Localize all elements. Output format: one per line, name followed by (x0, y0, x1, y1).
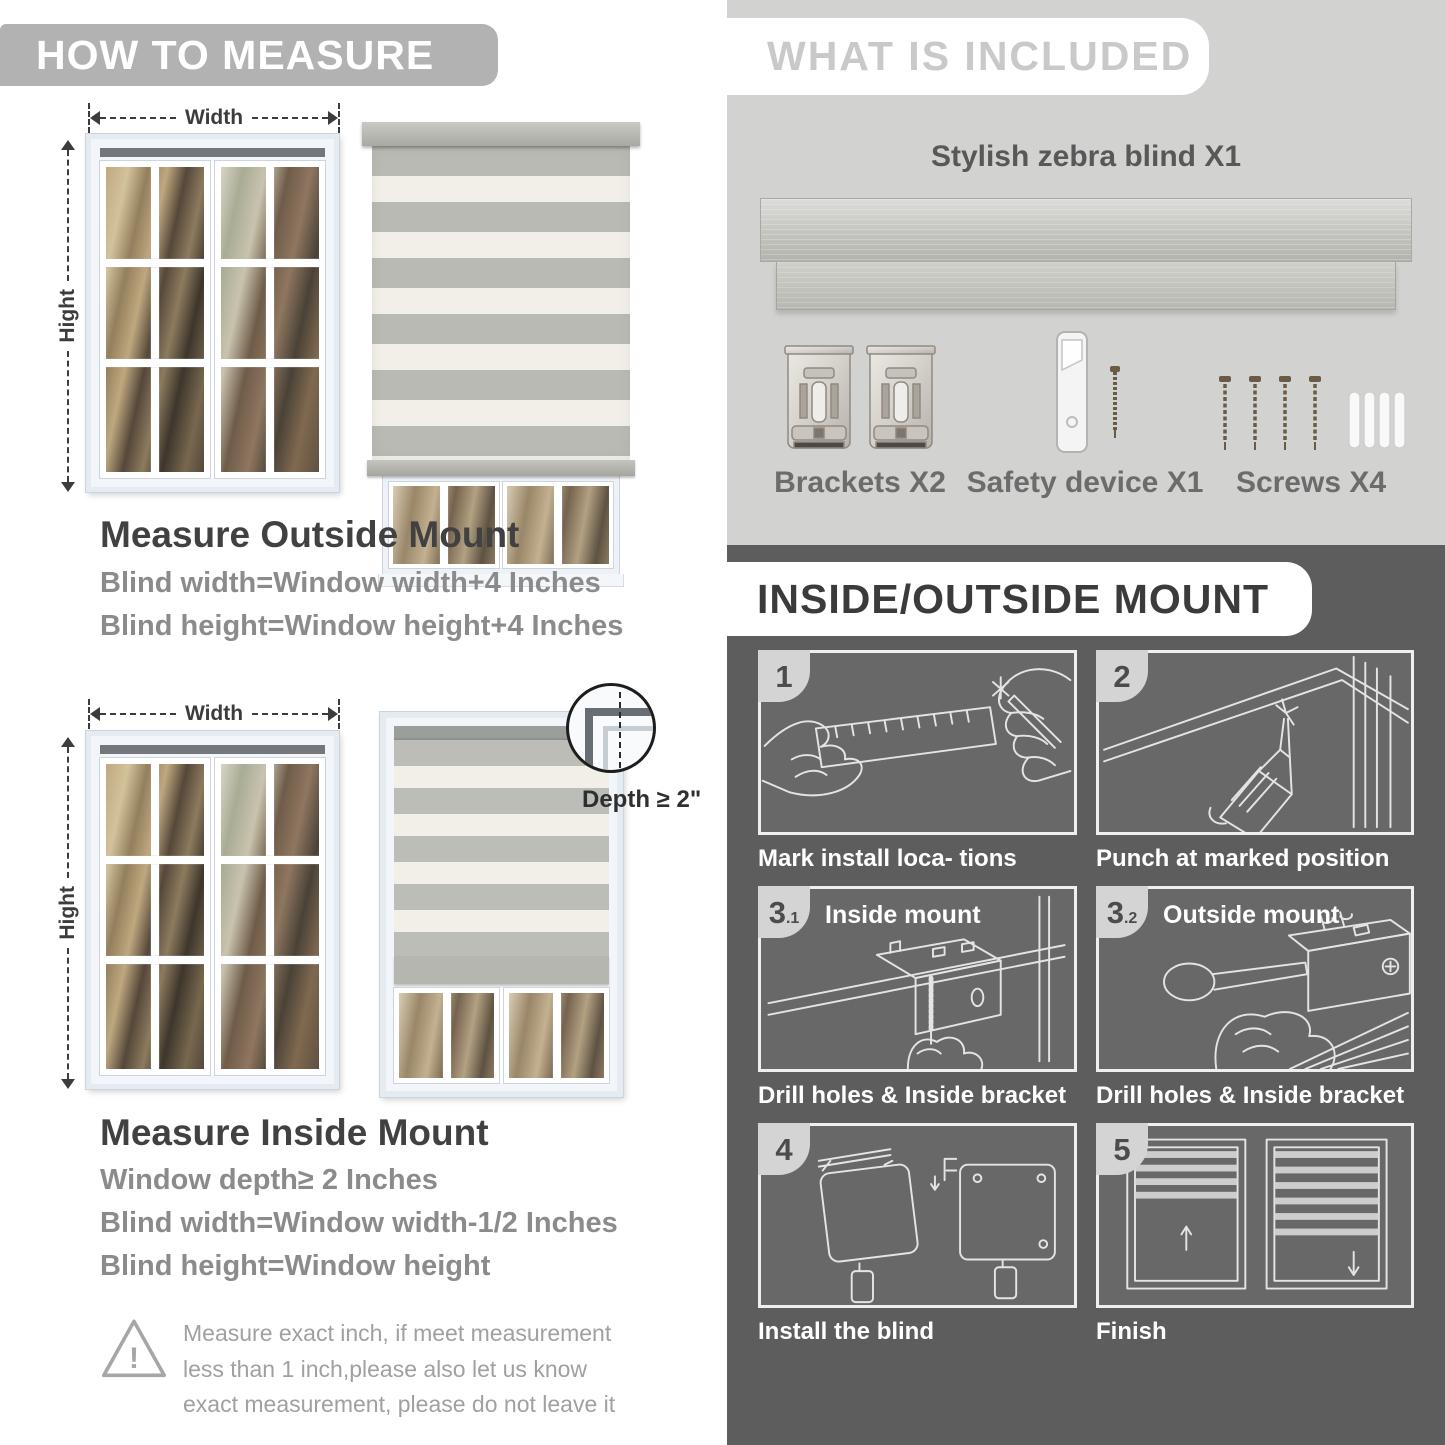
what-is-included-section (727, 0, 1445, 545)
arrow-down-icon (61, 482, 75, 492)
inside-rule-width: Blind width=Window width-1/2 Inches (100, 1207, 618, 1239)
window-sash (215, 161, 325, 478)
step-badge: 4 (758, 1123, 810, 1175)
width-dimension-arrow (88, 106, 340, 130)
mount-guide-section (727, 545, 1445, 1445)
blind-bottom-rail (394, 956, 609, 984)
window-lower-part (394, 988, 609, 1083)
step-punch-position (1096, 650, 1414, 873)
arrow-left-icon (90, 111, 100, 125)
step-caption: Finish (1096, 1318, 1167, 1345)
step-illustration-box (1096, 650, 1414, 835)
width-label: Width (184, 106, 244, 129)
height-dimension-arrow (56, 140, 80, 492)
height-dimension-arrow (56, 737, 80, 1089)
arrow-up-icon (61, 140, 75, 150)
outside-rule-width: Blind width=Window width+4 Inches (100, 567, 601, 599)
step-illustration-box (758, 1123, 1077, 1308)
depth-label: Depth ≥ 2" (582, 786, 702, 813)
zebra-stripes (394, 740, 609, 956)
blind-roll-photo (776, 262, 1396, 310)
dimension-tick (338, 103, 340, 133)
window-sash (100, 161, 210, 478)
step-title: Outside mount (1163, 901, 1340, 929)
step-badge: 5 (1096, 1123, 1148, 1175)
height-label: Hight (56, 886, 79, 940)
brackets-icon (760, 332, 960, 460)
what-is-included-title: WHAT IS INCLUDED (767, 33, 1193, 79)
arrow-up-icon (61, 737, 75, 747)
step-illustration-box (758, 650, 1077, 835)
step-title: Inside mount (825, 901, 981, 929)
screws-icon (1210, 332, 1412, 460)
mount-guide-title: INSIDE/OUTSIDE MOUNT (757, 575, 1270, 622)
outside-mount-title: Measure Outside Mount (100, 514, 520, 555)
step-caption: Install the blind (758, 1318, 935, 1345)
how-to-measure-title: HOW TO MEASURE (36, 31, 435, 78)
brackets-label: Brackets X2 (774, 466, 946, 499)
inside-rule-depth: Window depth≥ 2 Inches (100, 1164, 438, 1196)
window-illustration-inside (86, 731, 339, 1089)
inside-rule-height: Blind height=Window height (100, 1250, 491, 1282)
width-dimension-arrow (88, 702, 340, 726)
what-is-included-header (727, 18, 1209, 95)
step-illustration-box (758, 886, 1077, 1072)
blind-headrail (362, 122, 640, 146)
step-caption: Mark install loca- tions (758, 845, 1017, 872)
arrow-left-icon (90, 707, 100, 721)
step-outside-mount (1096, 886, 1414, 1110)
step-illustration-box (1096, 1123, 1414, 1308)
step-install-blind (758, 1123, 1077, 1346)
step-badge: 2 (1096, 650, 1148, 702)
window-sash (215, 758, 325, 1075)
blind-headrail-photo (760, 198, 1412, 262)
dimension-tick (338, 699, 340, 729)
step-mark-locations (758, 650, 1077, 873)
zebra-stripes (372, 146, 630, 460)
width-label: Width (184, 702, 244, 725)
arrow-down-icon (61, 1079, 75, 1089)
safety-device-icon (960, 332, 1210, 460)
step-caption: Drill holes & Inside bracket (1096, 1082, 1405, 1109)
arrow-right-icon (328, 707, 338, 721)
warning-triangle-icon (98, 1312, 170, 1384)
outside-rule-height: Blind height=Window height+4 Inches (100, 610, 624, 642)
measure-note: Measure exact inch, if meet measurement less than 1 inch,please also let us know exact measurement, please do not leave it (183, 1320, 616, 1418)
depth-magnifier-icon (566, 683, 656, 773)
screws-label: Screws X4 (1235, 466, 1387, 499)
window-sash (100, 758, 210, 1075)
step-badge: 1 (758, 650, 810, 702)
safety-device-label: Safety device X1 (966, 466, 1204, 499)
step-caption: Drill holes & Inside bracket (758, 1082, 1067, 1109)
product-label: Stylish zebra blind X1 (930, 140, 1242, 173)
step-illustration-box (1096, 886, 1414, 1072)
step-badge: 3 .1 (758, 886, 810, 938)
step-inside-mount (758, 886, 1077, 1110)
blind-bottom-rail (367, 460, 635, 476)
mount-guide-header (727, 562, 1312, 636)
step-badge: 3 .2 (1096, 886, 1148, 938)
step-finish (1096, 1123, 1414, 1346)
inside-mount-title: Measure Inside Mount (100, 1112, 489, 1153)
window-illustration-outside (86, 134, 339, 492)
mount-steps-grid (758, 650, 1414, 1359)
how-to-measure-header (0, 24, 498, 86)
warning-exclamation: ! (129, 1342, 139, 1375)
window-top-track (100, 148, 325, 157)
height-label: Hight (56, 289, 79, 343)
arrow-right-icon (328, 111, 338, 125)
window-top-track (100, 745, 325, 754)
step-caption: Punch at marked position (1096, 845, 1390, 872)
